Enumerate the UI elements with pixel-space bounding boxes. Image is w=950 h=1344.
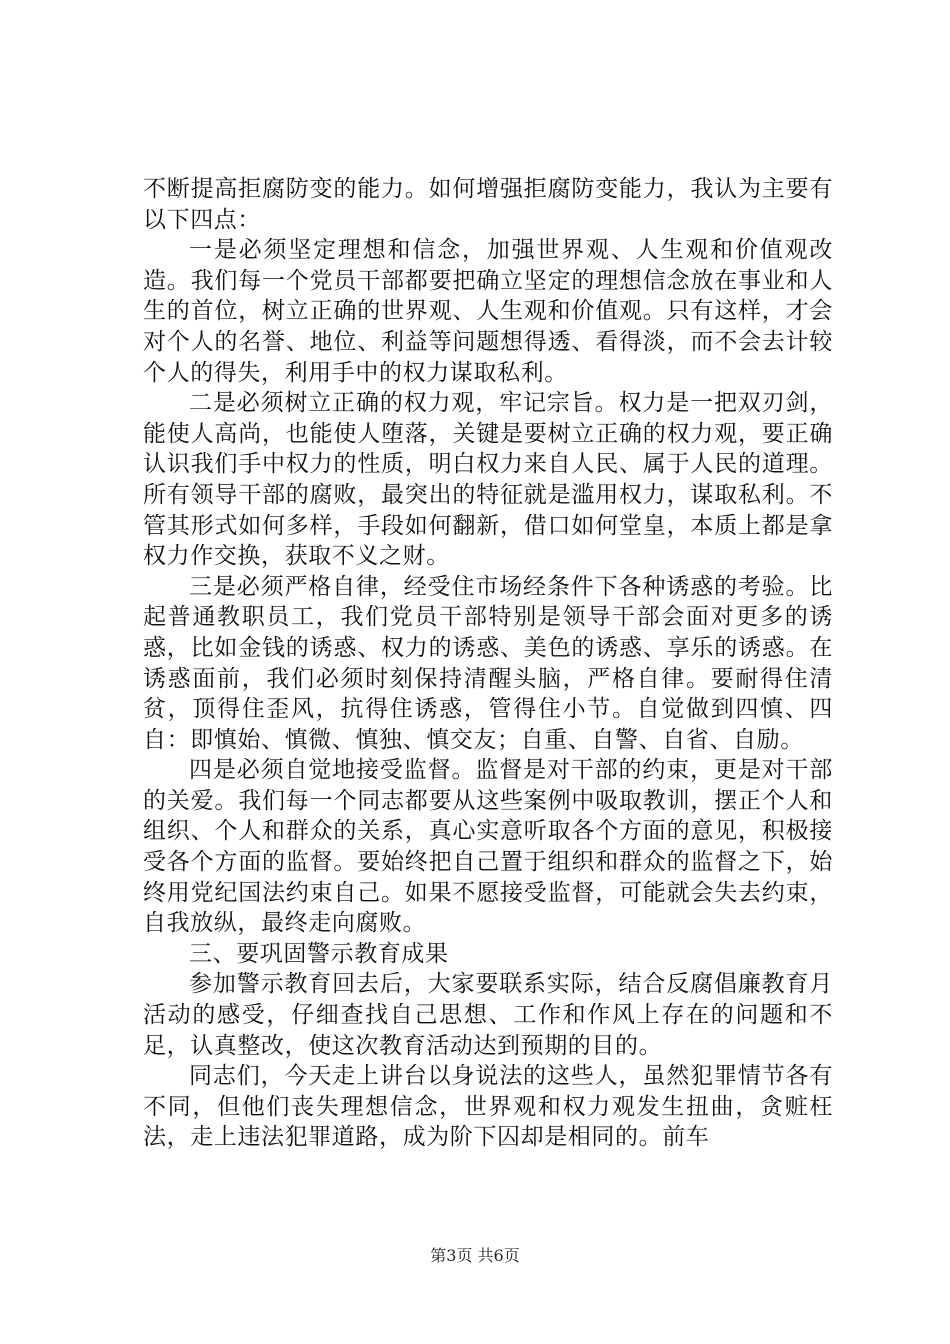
- paragraph-closing: 同志们，今天走上讲台以身说法的这些人，虽然犯罪情节各有不同，但他们丧失理想信念，世界观和权力观发生扭曲，贪赃枉法，走上违法犯罪道路，成为阶下囚却是相同的。前车: [143, 1063, 833, 1151]
- paragraph-point-one: 一是必须坚定理想和信念，加强世界观、人生观和价值观改造。我们每一个党员干部都要把确立坚定的理想信念放在事业和人生的首位，树立正确的世界观、人生观和价值观。只有这样，才会对个人的名誉、地位、利益等问题想得透、看得淡，而不会去计较个人的得失，利用手中的权力谋取私利。: [143, 237, 833, 386]
- paragraph-consolidate-results: 参加警示教育回去后，大家要联系实际，结合反腐倡廉教育月活动的感受，仔细查找自己思想、工作和作风上存在的问题和不足，认真整改，使这次教育活动达到预期的目的。: [143, 971, 833, 1059]
- paragraph-point-three: 三是必须严格自律，经受住市场经条件下各种诱惑的考验。比起普通教职员工，我们党员干部特别是领导干部会面对更多的诱惑，比如金钱的诱惑、权力的诱惑、美色的诱惑、享乐的诱惑。在诱惑面前，我们必须时刻保持清醒头脑，严格自律。要耐得住清贫，顶得住歪风，抗得住诱惑，管得住小节。自觉做到四慎、四自：即慎始、慎微、慎独、慎交友；自重、自警、自省、自励。: [143, 573, 833, 753]
- paragraph-point-four: 四是必须自觉地接受监督。监督是对干部的约束，更是对干部的关爱。我们每一个同志都要从这些案例中吸取教训，摆正个人和组织、个人和群众的关系，真心实意听取各个方面的意见，积极接受各个方面的监督。要始终把自己置于组织和群众的监督之下，始终用党纪国法约束自己。如果不愿接受监督，可能就会失去约束，自我放纵，最终走向腐败。: [143, 757, 833, 937]
- paragraph-intro-continuation: 不断提高拒腐防变的能力。如何增强拒腐防变能力，我认为主要有以下四点：: [143, 176, 833, 233]
- section-heading-three: 三、要巩固警示教育成果: [189, 940, 449, 967]
- page-number-footer: 第3页 共6页: [430, 1246, 520, 1265]
- paragraph-point-two: 二是必须树立正确的权力观，牢记宗旨。权力是一把双刃剑，能使人高尚，也能使人堕落，关键是要树立正确的权力观，要正确认识我们手中权力的性质，明白权力来自人民、属于人民的道理。所有领导干部的腐败，最突出的特征就是滥用权力，谋取私利。不管其形式如何多样，手段如何翻新，借口如何堂皇，本质上都是拿权力作交换，获取不义之财。: [143, 390, 833, 570]
- document-body: [143, 174, 833, 1153]
